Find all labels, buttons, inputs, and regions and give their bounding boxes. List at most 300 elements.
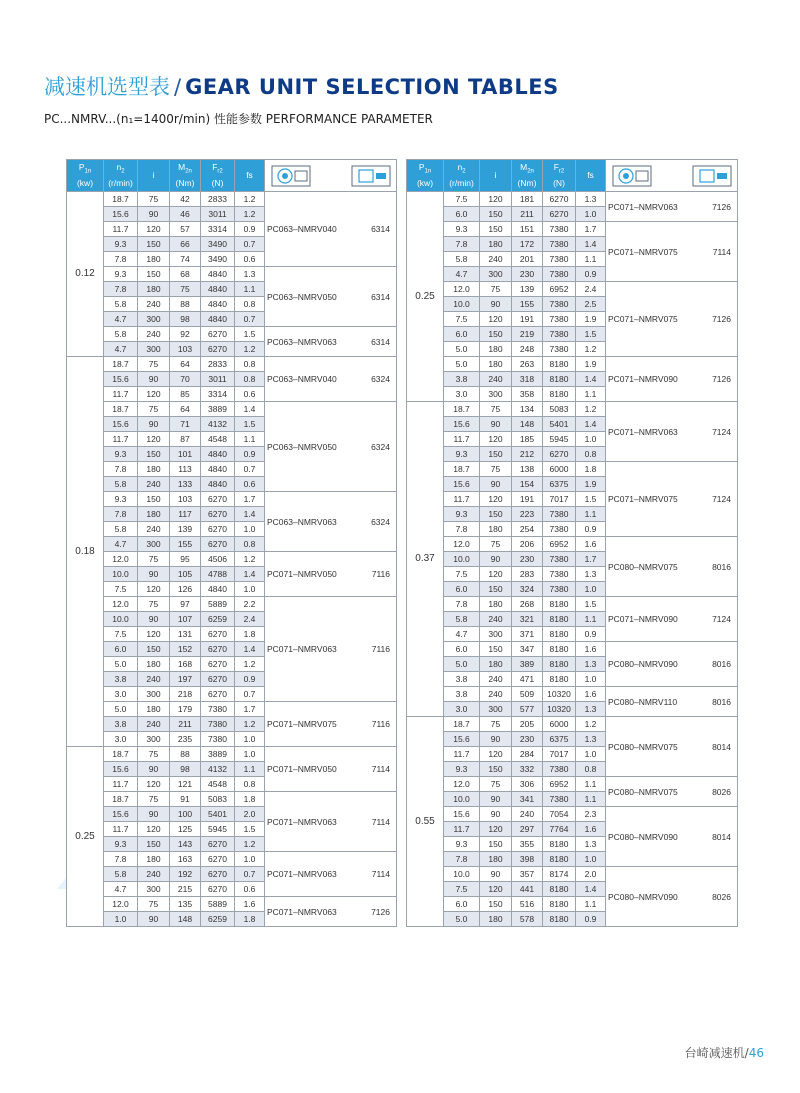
model-name: PC063–NMRV050 [267,291,337,302]
torque-value: 139 [170,522,201,537]
ratio-value: 75 [480,462,512,477]
output-speed: 7.8 [444,852,480,867]
radial-load-value: 2833 [201,357,235,372]
model-code: 7116 [371,719,390,729]
service-factor-value: 0.9 [576,627,606,642]
model-name: PC063–NMRV050 [267,441,337,452]
page-footer [685,1044,764,1061]
radial-load-value: 10320 [543,687,576,702]
torque-value: 131 [170,627,201,642]
output-speed: 5.8 [104,297,138,312]
service-factor-value: 1.2 [235,837,265,852]
radial-load-value: 7380 [543,252,576,267]
service-factor-value: 1.2 [576,717,606,732]
output-speed: 18.7 [444,462,480,477]
footer-brand: 台崎减速机/ [684,1046,749,1060]
ratio-value: 75 [138,192,170,207]
output-speed: 10.0 [444,792,480,807]
ratio-value: 150 [480,207,512,222]
service-factor-value: 1.8 [235,627,265,642]
table-row [407,642,738,657]
model-code: 6324 [371,516,390,527]
ratio-value: 120 [138,222,170,237]
model-name: PC080–NMRV090 [608,659,678,669]
service-factor-value: 1.2 [235,192,265,207]
table-row [67,327,397,342]
table-row [407,222,738,237]
model-cell [606,192,738,222]
service-factor-value: 0.8 [235,297,265,312]
service-factor-value: 0.8 [576,762,606,777]
header-unit: (Nm) [175,177,195,188]
model-name: PC071–NMRV063 [608,201,678,212]
torque-value: 192 [170,867,201,882]
output-speed: 6.0 [444,327,480,342]
torque-value: 113 [170,462,201,477]
torque-value: 97 [170,597,201,612]
torque-value: 152 [170,642,201,657]
torque-value: 230 [512,552,543,567]
ratio-value: 120 [138,627,170,642]
radial-load-value: 4840 [201,582,235,597]
ratio-value: 240 [138,477,170,492]
torque-value: 341 [512,792,543,807]
output-speed: 5.8 [104,327,138,342]
ratio-value: 120 [480,567,512,582]
service-factor-value: 1.2 [576,342,606,357]
table-row [67,747,397,762]
radial-load-value: 5945 [201,822,235,837]
output-speed: 10.0 [104,567,138,582]
ratio-value: 120 [480,492,512,507]
radial-load-value: 6270 [543,192,576,207]
header-unit: (kw) [76,177,94,188]
output-speed: 12.0 [444,537,480,552]
ratio-value: 180 [138,507,170,522]
model-code: 8026 [712,786,731,797]
ratio-value: 150 [480,582,512,597]
output-speed: 5.0 [104,702,138,717]
output-speed: 7.8 [444,237,480,252]
torque-value: 95 [170,552,201,567]
radial-load-value: 8180 [543,882,576,897]
radial-load-value: 7380 [543,327,576,342]
radial-load-value: 6375 [543,477,576,492]
radial-load-value: 5083 [201,792,235,807]
ratio-value: 150 [480,222,512,237]
header-symbol: F [553,162,559,173]
torque-value: 211 [512,207,543,222]
header-symbol: M [178,162,186,173]
output-speed: 12.0 [104,597,138,612]
radial-load-value: 4840 [201,462,235,477]
service-factor-value: 1.1 [235,762,265,777]
service-factor-value: 1.0 [576,207,606,222]
ratio-value: 75 [480,537,512,552]
radial-load-value: 6000 [543,462,576,477]
output-speed: 18.7 [104,747,138,762]
model-code: 7114 [371,816,390,827]
output-speed: 9.3 [104,837,138,852]
torque-value: 318 [512,372,543,387]
model-code: 8016 [712,696,731,707]
radial-load-value: 3490 [201,237,235,252]
output-speed: 3.8 [444,687,480,702]
radial-load-value: 3314 [201,387,235,402]
ratio-value: 300 [480,387,512,402]
service-factor-value: 0.8 [235,777,265,792]
torque-value: 441 [512,882,543,897]
service-factor-value: 0.8 [576,447,606,462]
radial-load-value: 6375 [543,732,576,747]
model-name: PC071–NMRV075 [608,314,678,324]
output-speed: 18.7 [104,192,138,207]
output-speed: 15.6 [444,477,480,492]
model-name: PC071–NMRV050 [267,569,337,579]
header-unit: (kw) [416,177,434,188]
service-factor-value: 0.9 [576,912,606,927]
page-title [44,74,559,100]
radial-load-value: 7380 [543,792,576,807]
output-speed: 3.8 [104,717,138,732]
torque-value: 88 [170,747,201,762]
ratio-value: 90 [138,207,170,222]
torque-value: 398 [512,852,543,867]
output-speed: 11.7 [444,432,480,447]
torque-value: 107 [170,612,201,627]
radial-load-value: 6270 [543,207,576,222]
service-factor-value: 2.5 [576,297,606,312]
ratio-value: 75 [138,747,170,762]
service-factor-value: 0.6 [235,387,265,402]
output-speed: 15.6 [444,807,480,822]
ratio-value: 180 [138,852,170,867]
selection-table-right [406,159,738,927]
ratio-value: 120 [480,882,512,897]
torque-value: 98 [170,762,201,777]
radial-load-value: 4840 [201,447,235,462]
service-factor-value: 0.9 [576,522,606,537]
ratio-value: 90 [480,807,512,822]
service-factor-value: 1.6 [576,687,606,702]
torque-value: 100 [170,807,201,822]
torque-value: 117 [170,507,201,522]
service-factor-value: 1.5 [576,492,606,507]
output-speed: 7.8 [444,597,480,612]
model-name: PC071–NMRV090 [608,614,678,624]
model-code: 8026 [712,891,731,902]
header-subscript: 1n [424,168,432,175]
output-speed: 12.0 [104,897,138,912]
radial-load-value: 6270 [201,507,235,522]
output-speed: 5.0 [444,657,480,672]
model-cell [265,552,397,597]
ratio-value: 150 [138,492,170,507]
torque-value: 71 [170,417,201,432]
model-cell [606,642,738,687]
radial-load-value: 6270 [201,492,235,507]
model-code: 6324 [371,374,390,384]
torque-value: 516 [512,897,543,912]
model-name: PC080–NMRV090 [608,891,678,902]
torque-value: 85 [170,387,201,402]
ratio-value: 75 [138,402,170,417]
output-speed: 9.3 [444,507,480,522]
radial-load-value: 6270 [201,522,235,537]
output-speed: 15.6 [104,762,138,777]
model-cell [265,192,397,267]
model-code: 7126 [712,314,731,324]
output-speed: 3.8 [444,372,480,387]
output-speed: 5.0 [444,357,480,372]
output-speed: 4.7 [104,882,138,897]
radial-load-value: 7380 [543,312,576,327]
output-speed: 18.7 [104,792,138,807]
ratio-value: 180 [480,237,512,252]
torque-value: 347 [512,642,543,657]
ratio-value: 120 [480,312,512,327]
ratio-value: 180 [480,657,512,672]
service-factor-value: 1.8 [235,912,265,927]
model-cell [265,792,397,852]
torque-value: 143 [170,837,201,852]
output-speed: 3.0 [444,387,480,402]
radial-load-value: 3011 [201,372,235,387]
service-factor-value: 1.5 [576,597,606,612]
ratio-value: 90 [138,372,170,387]
model-cell [606,807,738,867]
service-factor-value: 1.4 [235,642,265,657]
header-unit: (N) [553,177,565,188]
header-gearbox-images [265,160,397,192]
model-code: 6324 [371,441,390,452]
header-unit: (Nm) [517,177,537,188]
radial-load-value: 6952 [543,777,576,792]
service-factor-value: 1.1 [576,897,606,912]
model-code: 7124 [712,426,731,437]
output-speed: 15.6 [104,417,138,432]
model-cell [606,687,738,717]
radial-load-value: 8180 [543,657,576,672]
ratio-value: 180 [480,342,512,357]
ratio-value: 120 [480,822,512,837]
subtitle: PC...NMRV...(n₁=1400r/min) 性能参数 PERFORMANCE PARAMETER [44,112,433,126]
torque-value: 105 [170,567,201,582]
ratio-value: 120 [138,387,170,402]
ratio-value: 75 [138,552,170,567]
output-speed: 11.7 [104,432,138,447]
model-cell [606,282,738,357]
torque-value: 168 [170,657,201,672]
ratio-value: 300 [138,882,170,897]
model-code: 7124 [712,614,731,624]
table-row [67,852,397,867]
power-value: 0.18 [67,357,104,747]
header-subscript: 2 [462,168,466,175]
service-factor-value: 1.0 [576,852,606,867]
service-factor-value: 1.3 [576,837,606,852]
service-factor-value: 1.2 [235,207,265,222]
power-value: 0.25 [67,747,104,927]
table-row [407,717,738,732]
radial-load-value: 7017 [543,747,576,762]
model-cell [265,492,397,552]
torque-value: 101 [170,447,201,462]
model-code: 8016 [712,561,731,572]
radial-load-value: 7764 [543,822,576,837]
output-speed: 9.3 [444,762,480,777]
service-factor-value: 1.1 [235,282,265,297]
service-factor-value: 1.2 [235,717,265,732]
service-factor-value: 1.6 [576,822,606,837]
ratio-value: 300 [138,537,170,552]
ratio-value: 180 [138,462,170,477]
header-fs: fs [587,170,594,180]
ratio-value: 150 [480,642,512,657]
output-speed: 5.8 [104,477,138,492]
ratio-value: 300 [138,732,170,747]
torque-value: 284 [512,747,543,762]
output-speed: 7.8 [104,852,138,867]
output-speed: 4.7 [104,342,138,357]
ratio-value: 180 [480,357,512,372]
service-factor-value: 1.4 [235,567,265,582]
ratio-value: 90 [480,792,512,807]
torque-value: 148 [512,417,543,432]
service-factor-value: 2.2 [235,597,265,612]
ratio-value: 75 [480,282,512,297]
output-speed: 5.8 [104,867,138,882]
radial-load-value: 7380 [543,297,576,312]
model-code: 7114 [712,246,731,257]
output-speed: 18.7 [444,717,480,732]
table-row [67,402,397,417]
service-factor-value: 0.8 [235,357,265,372]
torque-value: 91 [170,792,201,807]
table-row [67,597,397,612]
header-symbol: P [78,162,85,173]
output-speed: 11.7 [444,822,480,837]
model-cell [606,537,738,597]
header-service-factor [235,160,265,192]
ratio-value: 150 [138,642,170,657]
model-name: PC071–NMRV063 [267,816,337,827]
radial-load-value: 3011 [201,207,235,222]
service-factor-value: 1.1 [576,507,606,522]
radial-load-value: 6952 [543,282,576,297]
radial-load-value: 4548 [201,432,235,447]
ratio-value: 120 [480,432,512,447]
ratio-value: 90 [138,807,170,822]
torque-value: 103 [170,342,201,357]
output-speed: 10.0 [444,552,480,567]
ratio-value: 120 [480,192,512,207]
torque-value: 357 [512,867,543,882]
torque-value: 42 [170,192,201,207]
service-factor-value: 1.0 [235,522,265,537]
table-row [407,282,738,297]
radial-load-value: 7380 [543,237,576,252]
title-separator: / [174,75,182,99]
radial-load-value: 6270 [201,342,235,357]
torque-value: 138 [512,462,543,477]
header-i: i [494,170,497,180]
model-code: 6314 [371,291,390,302]
radial-load-value: 4840 [201,477,235,492]
ratio-value: 90 [138,567,170,582]
radial-load-value: 7054 [543,807,576,822]
ratio-value: 75 [480,402,512,417]
service-factor-value: 0.9 [576,267,606,282]
service-factor-value: 1.4 [576,882,606,897]
service-factor-value: 1.9 [576,477,606,492]
output-speed: 6.0 [444,897,480,912]
torque-value: 332 [512,762,543,777]
service-factor-value: 1.7 [235,702,265,717]
header-symbol: n [457,162,463,173]
radial-load-value: 7380 [543,267,576,282]
radial-load-value: 3889 [201,747,235,762]
output-speed: 4.7 [444,267,480,282]
table-row [67,552,397,567]
radial-load-value: 5083 [543,402,576,417]
service-factor-value: 1.7 [576,222,606,237]
header-unit: (r/min) [108,177,133,188]
power-value: 0.25 [407,192,444,402]
output-speed: 1.0 [104,912,138,927]
radial-load-value: 6000 [543,717,576,732]
output-speed: 6.0 [444,642,480,657]
service-factor-value: 1.5 [235,327,265,342]
service-factor-value: 1.1 [235,432,265,447]
ratio-value: 90 [480,552,512,567]
torque-value: 324 [512,582,543,597]
torque-value: 154 [512,477,543,492]
service-factor-value: 0.7 [235,867,265,882]
title-en: GEAR UNIT SELECTION TABLES [185,75,559,99]
ratio-value: 150 [480,507,512,522]
ratio-value: 150 [480,327,512,342]
output-speed: 11.7 [104,777,138,792]
torque-value: 46 [170,207,201,222]
radial-load-value: 4132 [201,417,235,432]
model-cell [265,897,397,927]
torque-value: 577 [512,702,543,717]
ratio-value: 75 [138,897,170,912]
model-cell [606,357,738,402]
table-row [407,597,738,612]
service-factor-value: 1.1 [576,252,606,267]
header-i: i [152,170,155,180]
output-speed: 7.5 [444,192,480,207]
radial-load-value: 6952 [543,537,576,552]
service-factor-value: 0.9 [235,672,265,687]
model-code: 7126 [371,906,390,917]
model-name: PC071–NMRV075 [267,719,337,729]
ratio-value: 240 [480,252,512,267]
power-value: 0.55 [407,717,444,927]
output-speed: 7.8 [104,282,138,297]
model-cell [265,327,397,357]
radial-load-value: 7380 [543,762,576,777]
ratio-value: 120 [480,747,512,762]
radial-load-value: 8180 [543,597,576,612]
table-row [67,792,397,807]
service-factor-value: 1.5 [235,822,265,837]
ratio-value: 90 [480,477,512,492]
torque-value: 509 [512,687,543,702]
radial-load-value: 8180 [543,852,576,867]
